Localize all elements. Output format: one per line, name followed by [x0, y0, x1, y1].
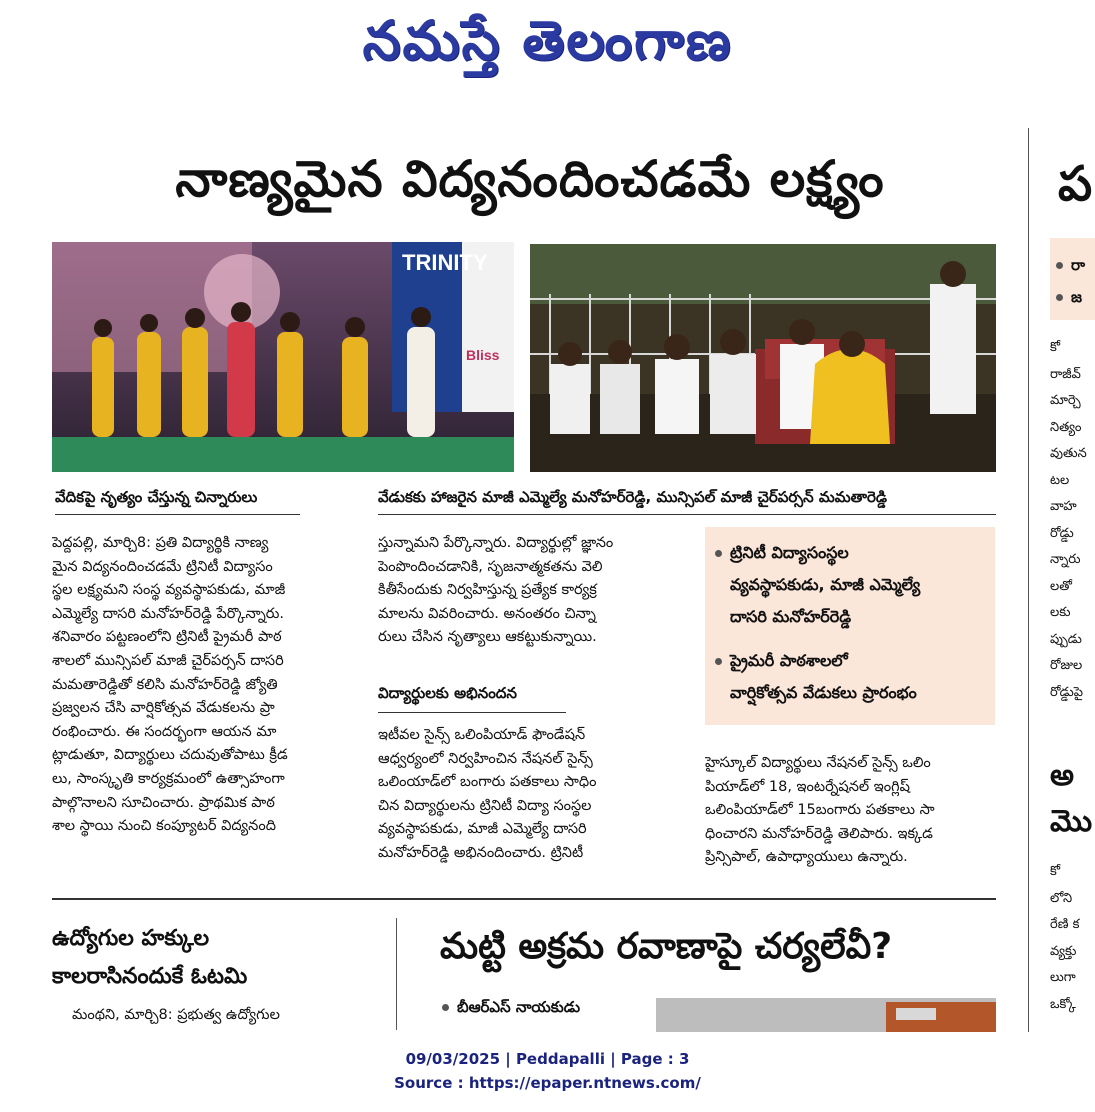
article-line: పెంపొందించడానికి, సృజనాత్మకతను వెలి [378, 558, 603, 575]
article-line: శాల స్థాయి నుంచి కంప్యూటర్ విద్యనంది [52, 818, 276, 835]
article-column-2-top [378, 532, 670, 650]
subhead-underline [378, 712, 566, 713]
footer-source: Source : https://epaper.ntnews.com/ [394, 1074, 701, 1092]
article-line: కితీసేందుకు నిర్వహిస్తున్న ప్రత్యేక కార్యక్ర [378, 582, 597, 599]
lower-column-divider [396, 918, 397, 1030]
article-line: ధించారని మనోహర్‌రెడ్డి తెలిపారు. ఇక్కడ [705, 825, 933, 842]
adjacent-line: టల [1050, 472, 1070, 488]
article-line: శనివారం పట్టణంలోని ట్రినిటీ ప్రైమరీ పాఠ [52, 629, 282, 646]
article-line: మనోహర్‌రెడ్డి అభినందించారు. ట్రినిటీ [378, 844, 584, 861]
article-line: వ్యవస్థాపకుడు, మాజీ ఎమ్మెల్యే దాసరి [378, 821, 587, 838]
article-line: మమతారెడ్డితో కలిసి మనోహర్‌రెడ్డి జ్యోతి [52, 676, 278, 693]
highlight-item-2: ప్రైమరీ పాఠశాలలో వార్షికోత్సవ వేడుకలు ప్రారంభం [715, 645, 917, 709]
adjacent-line: ప్పుడు [1050, 631, 1082, 647]
article-line: రంభించారు. ఈ సందర్భంగా ఆయన మా [52, 723, 277, 740]
banner-text: TRINITY [402, 250, 488, 275]
highlight-item-1: ట్రినిటీ విద్యాసంస్థల వ్యవస్థాపకుడు, మాజీ ఎమ్మెల్యే దాసరి మనోహర్‌రెడ్డి [715, 537, 920, 633]
lower-right-headline: మట్టి అక్రమ రవాణాపై చర్యలేవీ? [440, 926, 893, 967]
article-line: ఎమ్మెల్యే దాసరి మనోహర్‌రెడ్డి పేర్కొన్నారు. [52, 605, 285, 622]
article-line: ప్రిన్సిపాల్, ఉపాధ్యాయులు ఉన్నారు. [705, 849, 908, 866]
caption-right: వేడుకకు హాజరైన మాజీ ఎమ్మెల్యే మనోహర్‌రెడ్డి, మున్సిపల్ మాజీ చైర్‌పర్సన్ మమతారెడ్డి [378, 488, 887, 506]
adjacent-line: న్నారు [1050, 552, 1081, 567]
article-line: మైన విద్యనందించడమే ట్రినిటీ విద్యాసం [52, 558, 273, 575]
article-line: పాల్గొనాలని సూచించారు. ప్రాథమిక పాఠ [52, 794, 275, 811]
adjacent-line: ఒక్కో [1050, 996, 1076, 1012]
lower-right-bullet: బీఆర్ఎస్ నాయకుడు [442, 998, 580, 1020]
page-headline: నాణ్యమైన విద్యనందించడమే లక్ష్యం [175, 150, 885, 208]
masthead-logo: నమస్తే తెలంగాణ [362, 8, 733, 72]
bullet-icon [442, 1004, 449, 1011]
lower-left-body: మంథని, మార్చి8: ప్రభుత్వ ఉద్యోగుల [72, 1007, 280, 1023]
footer-date-page: 09/03/2025 | Peddapalli | Page : 3 [405, 1050, 690, 1068]
article-column-1 [52, 532, 344, 839]
article-column-2-bottom [378, 724, 670, 866]
adjacent-line: కో [1050, 864, 1061, 879]
bullet-icon [715, 550, 722, 557]
column-divider [1028, 128, 1029, 1032]
article-column-3-bottom [705, 752, 995, 870]
article-line: పెద్దపల్లి, మార్చి8: ప్రతి విద్యార్థికి నాణ్య [52, 535, 269, 551]
article-line: ఆధ్వర్యంలో నిర్వహించిన నేషనల్ సైన్స్ [378, 750, 593, 767]
article-line: స్థల లక్ష్యమని సంస్థ వ్యవస్థాపకుడు, మాజీ [52, 582, 286, 599]
article-line: ట్లాడుతూ, విద్యార్థులు చదువుతోపాటు క్రీడ [52, 747, 288, 764]
adjacent-line: వ్యక్తు [1050, 943, 1077, 959]
article-line: స్తున్నామని పేర్కొన్నారు. విద్యార్థుల్లో జ్ఞానం [378, 535, 614, 551]
article-line: ఒలింపియాడ్‌లో 15బంగారు పతకాలు సా [705, 802, 935, 819]
photo-truck [656, 998, 996, 1032]
adjacent-line: కో [1050, 340, 1061, 355]
article-line: పియాడ్‌లో 18, ఇంటర్నేషనల్ ఇంగ్లిష్ [705, 778, 910, 795]
article-line: శాలలో మున్సిపల్ మాజీ చైర్‌పర్సన్ దాసరి [52, 652, 284, 669]
article-line: హైస్కూల్ విద్యార్థులు నేషనల్ సైన్స్ ఒలిం [705, 755, 931, 771]
caption-underline-left [55, 514, 300, 515]
adjacent-article-strip: ప రా జ కో రాజీవ్ మార్చె నిత్యం వుతున టల వాహ రోడ్డు న్నారు లతో లకు ప్పుడు రోజుల రోడ్డుపై అ మొ కో లోని రేణి క వ్యక్తు లుగా ఒక్కో [1048, 128, 1095, 1032]
article-line: ప్రజ్వలన చేసి వార్షికోత్సవ వేడుకలను ప్రా [52, 700, 275, 717]
bullet-icon [715, 658, 722, 665]
adjacent-line: రాజీవ్ [1050, 366, 1081, 382]
adjacent-line: రోడ్డు [1050, 525, 1074, 541]
adjacent-line: వాహ [1050, 499, 1077, 514]
adjacent-line: లోని [1050, 890, 1073, 906]
article-line: చిన విద్యార్థులను ట్రినిటీ విద్యా సంస్థల [378, 797, 592, 814]
photo-dancers [52, 242, 514, 472]
section-divider [52, 898, 996, 900]
article-line: ఇటీవల సైన్స్ ఒలింపియాడ్ ఫౌండేషన్ [378, 727, 586, 743]
caption-left: వేదికపై నృత్యం చేస్తున్న చిన్నారులు [55, 488, 258, 506]
adjacent-line: వుతున [1050, 446, 1087, 461]
adjacent-line: రోజుల [1050, 658, 1083, 673]
adjacent-line: నిత్యం [1050, 419, 1082, 435]
banner-text-2: Bliss [466, 347, 500, 363]
highlight-box [705, 527, 995, 725]
article-line: లు, సాంస్కృతి కార్యక్రమంలో ఉత్సాహంగా [52, 770, 285, 787]
adjacent-line: రేణి క [1050, 917, 1080, 932]
adjacent-line: లతో [1050, 578, 1072, 594]
adjacent-line: లుగా [1050, 970, 1076, 985]
caption-underline-right [378, 514, 996, 515]
article-line: మాలను వివరించారు. అనంతరం చిన్నా [378, 605, 596, 622]
article-line: రులు చేసిన నృత్యాలు ఆకట్టుకున్నాయి. [378, 629, 597, 646]
adjacent-line: రోడ్డుపై [1050, 684, 1083, 700]
lower-left-headline: ఉద్యోగుల హక్కుల కాలరాసినందుకే ఓటమి [52, 926, 248, 989]
adjacent-line: మార్చె [1050, 393, 1081, 408]
subhead-congratulations: విద్యార్థులకు అభినందన [378, 684, 517, 702]
photo-guests [530, 244, 996, 472]
adjacent-line: లకు [1050, 605, 1071, 620]
article-line: ఒలింయాడ్‌లో బంగారు పతకాలు సాధిం [378, 774, 597, 791]
